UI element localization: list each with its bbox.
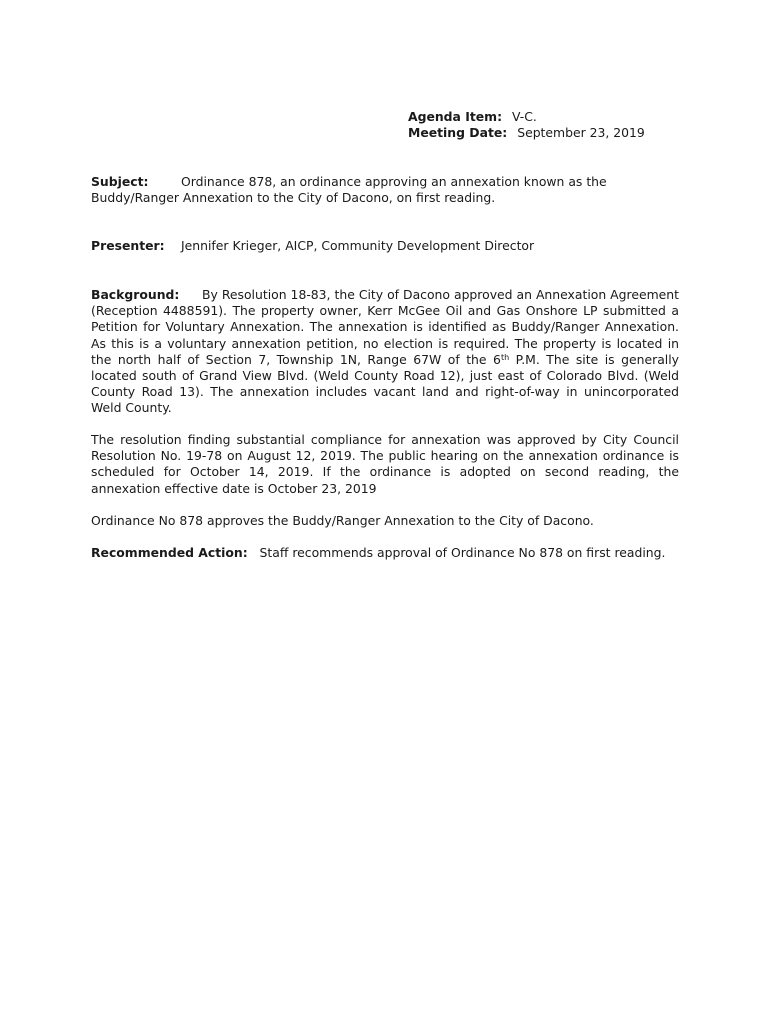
background-text-part2: P.M. The site is generally located south of Grand View Blvd. (Weld County Road 12), just east of Colorado Blvd. (Weld County Road 13). The annexation includes vacant land and right-of-way in unincorporated Weld County. <box>91 351 680 416</box>
recommended-action-label: Recommended Action: <box>91 545 248 560</box>
background-section <box>91 287 679 417</box>
background-label: Background: <box>91 287 180 302</box>
subject-label: Subject: <box>91 174 149 189</box>
background-text-part1: By Resolution 18-83, the City of Dacono approved an Annexation Agreement (Reception 4488591). The property owner, Kerr McGee Oil and Gas Onshore LP submitted a Petition for Voluntary Annexation. The annexation is identified as Buddy/Ranger Annexation. As this is a voluntary annexation petition, no election is required. The property is located in the north half of Section 7, Township 1N, Range 67W of the 6 <box>91 287 679 367</box>
ordinance-paragraph: Ordinance No 878 approves the Buddy/Ranger Annexation to the City of Dacono. <box>91 513 594 528</box>
subject-text: Ordinance 878, an ordinance approving an annexation known as the Buddy/Ranger Annexation to the City of Dacono, on first reading. <box>91 174 607 206</box>
subject-section <box>91 174 679 206</box>
recommended-action-section <box>91 545 679 561</box>
presenter-section <box>91 238 679 254</box>
meeting-date-line <box>408 125 738 141</box>
meeting-date-label: Meeting Date: <box>408 125 508 141</box>
agenda-meta <box>408 109 738 141</box>
meeting-date-value: September 23, 2019 <box>517 125 645 141</box>
agenda-item-value: V-C. <box>511 109 537 124</box>
presenter-text: Jennifer Krieger, AICP, Community Development Director <box>181 238 535 253</box>
resolution-paragraph: The resolution finding substantial compliance for annexation was approved by City Council Resolution No. 19-78 on August 12, 2019. The public hearing on the annexation ordinance is scheduled for October 14, 2019. If the ordinance is adopted on second reading, the annexation effective date is October 23, 2019 <box>91 432 679 496</box>
agenda-item-line <box>408 109 738 125</box>
agenda-item-label: Agenda Item: <box>408 109 503 124</box>
ordinal-superscript: th <box>500 352 510 362</box>
recommended-action-text: Staff recommends approval of Ordinance No 878 on first reading. <box>259 545 666 560</box>
presenter-label: Presenter: <box>91 238 165 253</box>
